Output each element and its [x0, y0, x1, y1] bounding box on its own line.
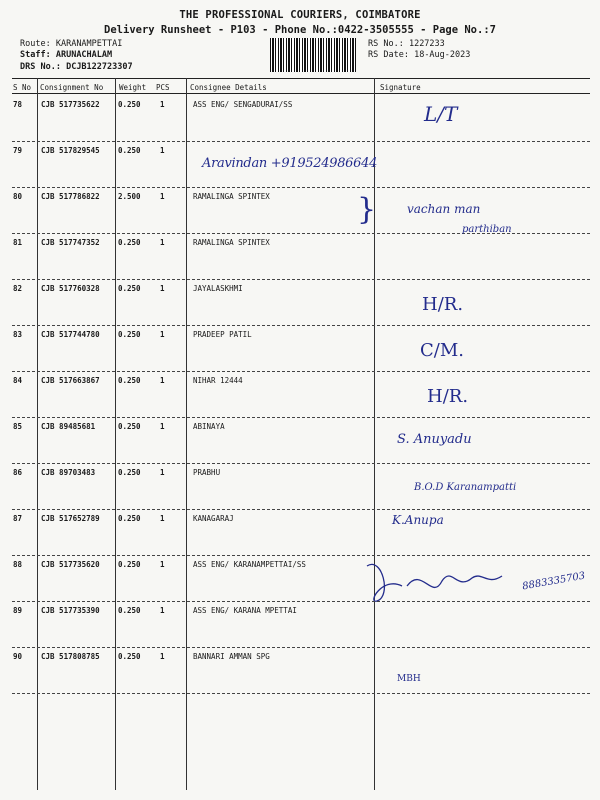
row-signature: L/T: [424, 102, 458, 126]
row-sno: 81: [13, 238, 23, 247]
row-weight: 0.250: [118, 514, 141, 523]
drs-label: DRS No.:: [20, 62, 61, 72]
rs-date-line: [368, 50, 470, 60]
route-label: Route:: [20, 39, 51, 49]
row-sno: 79: [13, 146, 23, 155]
row-sno: 84: [13, 376, 23, 385]
row-consignment-no: CJB 517663867: [41, 376, 100, 385]
company-title: THE PROFESSIONAL COURIERS, COIMBATORE: [179, 9, 421, 21]
table-row: [12, 556, 590, 602]
row-sno: 80: [13, 192, 23, 201]
row-signature: H/R.: [422, 294, 464, 315]
row-weight: 0.250: [118, 560, 141, 569]
row-weight: 0.250: [118, 376, 141, 385]
table-row: [12, 418, 590, 464]
table-row: [12, 326, 590, 372]
row-consignment-no: CJB 517808785: [41, 652, 100, 661]
row-sno: 82: [13, 284, 23, 293]
row-consignee: RAMALINGA SPINTEX: [193, 192, 270, 201]
row-signature: vachan man: [407, 202, 481, 216]
rs-date-value: 18-Aug-2023: [414, 50, 471, 60]
row-signature: K.Anupa: [392, 513, 444, 527]
row-signature: B.O.D Karanampatti: [414, 482, 517, 493]
row-consignee: PRADEEP PATIL: [193, 330, 252, 339]
row-consignment-no: CJB 89485681: [41, 422, 96, 431]
table-row: [12, 510, 590, 556]
row-pcs: 1: [160, 514, 165, 523]
row-consignee: JAYALASKHMI: [193, 284, 243, 293]
row-pcs: 1: [160, 606, 165, 615]
row-weight: 0.250: [118, 330, 141, 339]
row-signature: 8883335703: [521, 570, 587, 593]
row-sno: 90: [13, 652, 23, 661]
table-row: [12, 372, 590, 418]
row-pcs: 1: [160, 376, 165, 385]
row-weight: 0.250: [118, 422, 141, 431]
table-top-rule: [12, 78, 590, 79]
row-consignment-no: CJB 517747352: [41, 238, 100, 247]
drs-value: DCJB122723307: [66, 62, 133, 72]
row-consignee: RAMALINGA SPINTEX: [193, 238, 270, 247]
row-consignee: ABINAYA: [193, 422, 225, 431]
row-pcs: 1: [160, 330, 165, 339]
runsheet-subtitle: Delivery Runsheet - P103 - Phone No.:0422-3505555 - Page No.:7: [104, 24, 496, 36]
row-consignee: NIHAR 12444: [193, 376, 243, 385]
row-consignment-no: CJB 517744780: [41, 330, 100, 339]
rs-no-value: 1227233: [408, 39, 445, 49]
row-sno: 78: [13, 100, 23, 109]
row-consignee: ASS ENG/ SENGADURAI/SS: [193, 100, 293, 109]
row-weight: 0.250: [118, 146, 141, 155]
row-pcs: 1: [160, 100, 165, 109]
row-pcs: 1: [160, 468, 165, 477]
rs-no-label: RS No.:: [368, 39, 404, 49]
col-pcs-header: PCS: [156, 83, 170, 92]
row-sno: 87: [13, 514, 23, 523]
row-weight: 0.250: [118, 606, 141, 615]
staff-line: [20, 50, 112, 60]
row-consignee: KANAGARAJ: [193, 514, 234, 523]
table-row: [12, 464, 590, 510]
row-signature: MBH: [397, 674, 421, 684]
row-pcs: 1: [160, 284, 165, 293]
row-sno: 86: [13, 468, 23, 477]
row-consignment-no: CJB 517735390: [41, 606, 100, 615]
row-weight: 0.250: [118, 284, 141, 293]
row-consignment-no: CJB 89703483: [41, 468, 96, 477]
row-pcs: 1: [160, 238, 165, 247]
row-consignee: ASS ENG/ KARANA MPETTAI: [193, 606, 297, 615]
staff-label: Staff:: [20, 50, 51, 60]
row-sno: 83: [13, 330, 23, 339]
row-consignee: PRABHU: [193, 468, 221, 477]
table-row: [12, 648, 590, 694]
route-value: KARANAMPETTAI: [55, 39, 123, 49]
row-sno: 85: [13, 422, 23, 431]
col-consignment-header: Consignment No: [40, 83, 104, 92]
row-weight: 0.250: [118, 100, 141, 109]
row-divider: [12, 693, 590, 694]
rs-no-line: [368, 39, 445, 49]
row-consignee: ASS ENG/ KARANAMPETTAI/SS: [193, 560, 306, 569]
row-consignment-no: CJB 517786822: [41, 192, 100, 201]
row-consignment-no: CJB 517652789: [41, 514, 100, 523]
row-pcs: 1: [160, 652, 165, 661]
table-row: [12, 142, 590, 188]
row-pcs: 1: [160, 560, 165, 569]
route-line: [20, 39, 122, 49]
row-signature: C/M.: [420, 340, 464, 361]
col-consignee-header: Consignee Details: [190, 83, 267, 92]
row-signature: parthiban: [462, 224, 512, 235]
table-row: [12, 280, 590, 326]
staff-value: ARUNACHALAM: [55, 50, 113, 60]
row-pcs: 1: [160, 192, 165, 201]
row-signature: S. Anuyadu: [397, 432, 472, 447]
col-sno-header: S No: [13, 83, 32, 92]
row-consignment-no: CJB 517735620: [41, 560, 100, 569]
row-consignment-no: CJB 517760328: [41, 284, 100, 293]
row-consignment-no: CJB 517735622: [41, 100, 100, 109]
row-weight: 2.500: [118, 192, 141, 201]
row-consignee: BANNARI AMMAN SPG: [193, 652, 270, 661]
row-weight: 0.250: [118, 468, 141, 477]
table-row: [12, 224, 590, 280]
drs-line: [20, 62, 133, 72]
col-signature-header: Signature: [380, 83, 421, 92]
row-weight: 0.250: [118, 652, 141, 661]
row-consignment-no: CJB 517829545: [41, 146, 100, 155]
row-weight: 0.250: [118, 238, 141, 247]
table-row: [12, 96, 590, 142]
row-sno: 88: [13, 560, 23, 569]
row-pcs: 1: [160, 146, 165, 155]
row-sno: 89: [13, 606, 23, 615]
table-row: [12, 602, 590, 648]
brace-mark: }: [357, 192, 377, 227]
row-signature: Aravindan +919524986644: [202, 156, 378, 171]
rs-date-label: RS Date:: [368, 50, 409, 60]
barcode-image: [270, 38, 356, 72]
table-header-rule: [12, 93, 590, 94]
row-signature: H/R.: [427, 386, 469, 407]
row-pcs: 1: [160, 422, 165, 431]
col-weight-header: Weight: [119, 83, 147, 92]
